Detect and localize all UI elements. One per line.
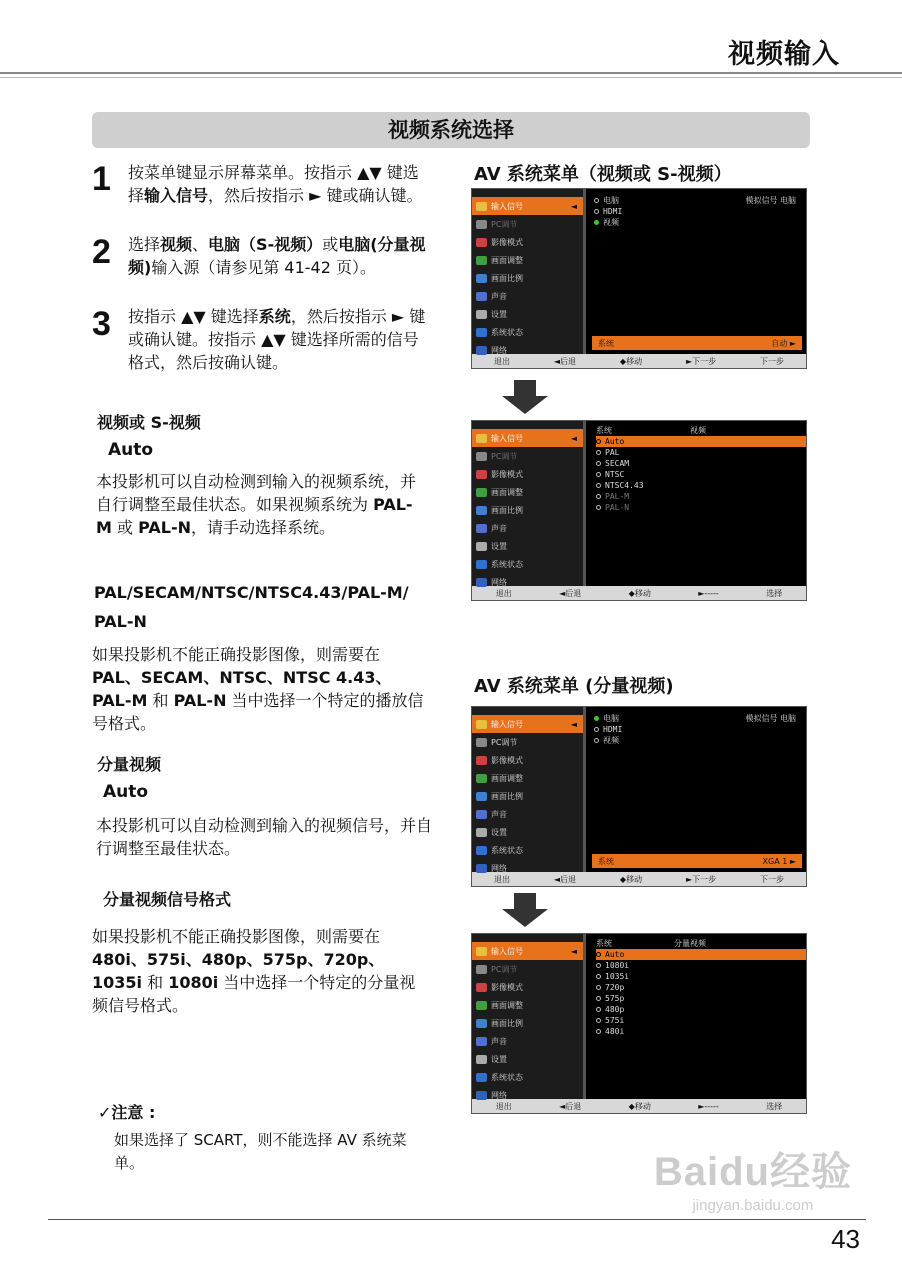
osd-system-option[interactable] [596, 436, 806, 447]
osd-menu-label: 系统状态 [491, 559, 523, 569]
osd-option-label: 575p [605, 994, 625, 1003]
step-1-number: 1 [92, 160, 111, 198]
osd-submenu [586, 934, 806, 1099]
osd-option-label: Auto [605, 437, 625, 446]
osd-menu-item[interactable] [472, 501, 583, 519]
osd-system-option[interactable] [596, 458, 806, 469]
osd-header-left: 系统 [596, 939, 612, 948]
osd-menu [472, 707, 586, 872]
radio-icon [596, 505, 601, 510]
osd-menu-label: PC调节 [491, 964, 518, 974]
osd-menu-label: 输入信号 [491, 719, 523, 729]
osd-menu-label: 画面比例 [491, 791, 523, 801]
menu-item-icon [476, 488, 487, 497]
checkmark-icon: ✓ [98, 1103, 112, 1122]
menu-item-icon [476, 310, 487, 319]
osd-input-option[interactable] [594, 735, 798, 746]
osd-menu-item[interactable] [472, 733, 583, 751]
radio-icon [594, 209, 599, 214]
osd-menu-item[interactable] [472, 1014, 583, 1032]
radio-icon [596, 963, 601, 968]
osd-menu-item[interactable] [472, 787, 583, 805]
component-format-heading: 分量视频信号格式 [103, 890, 232, 909]
osd-menu-item[interactable] [472, 942, 583, 960]
osd-menu-item[interactable] [472, 769, 583, 787]
osd-menu-label: 声音 [491, 1036, 507, 1046]
menu-item-icon [476, 292, 487, 301]
arrow-down-icon [500, 893, 550, 931]
osd-footer-hint: 选择 [766, 1101, 783, 1111]
osd-menu-label: 输入信号 [491, 201, 523, 211]
osd-menu-item[interactable] [472, 215, 583, 233]
osd-system-option[interactable] [596, 469, 806, 480]
menu-item-icon [476, 202, 487, 211]
osd-footer-hint: ►下一步 [685, 356, 717, 366]
menu-item-icon [476, 947, 487, 956]
osd-input-label: 视频 [603, 218, 619, 227]
osd-option-label: 480p [605, 1005, 625, 1014]
section-title: 视频系统选择 [92, 112, 810, 148]
menu-item-icon [476, 578, 487, 587]
radio-icon [596, 461, 601, 466]
osd-option-label: 720p [605, 983, 625, 992]
osd-input-label: HDMI [603, 207, 623, 216]
osd-option-label: Auto [605, 950, 625, 959]
osd-menu-label: 设置 [491, 309, 507, 319]
osd-menu-label: 画面调整 [491, 773, 523, 783]
osd-menu-label: 声音 [491, 523, 507, 533]
radio-icon [596, 472, 601, 477]
osd-system-option[interactable] [596, 1026, 806, 1037]
menu-item-icon [476, 1073, 487, 1082]
osd-menu-label: 画面调整 [491, 1000, 523, 1010]
osd-menu-item[interactable] [472, 823, 583, 841]
note-text: 如果选择了 SCART，则不能选择 AV 系统菜单。 [114, 1131, 407, 1172]
menu-item-icon [476, 506, 487, 515]
osd-screen-component-system [471, 933, 807, 1114]
component-auto-label: Auto [103, 782, 149, 802]
radio-icon [596, 952, 601, 957]
osd-signal-annotation: 模拟信号 电脑 [745, 714, 796, 723]
osd-system-option[interactable] [596, 491, 806, 502]
watermark-url: jingyan.baidu.com [692, 1197, 814, 1214]
osd-system-label: 系统 [598, 856, 614, 866]
osd-option-label: 1035i [605, 972, 630, 981]
menu-item-icon [476, 452, 487, 461]
osd-menu-label: 影像模式 [491, 982, 523, 992]
radio-icon [596, 985, 601, 990]
radio-icon [596, 439, 601, 444]
osd-menu-item[interactable] [472, 978, 583, 996]
osd-menu-label: 画面调整 [491, 487, 523, 497]
osd-menu-label: PC调节 [491, 451, 518, 461]
osd-menu-label: 设置 [491, 827, 507, 837]
osd-menu-item[interactable] [472, 805, 583, 823]
menu-item-icon [476, 560, 487, 569]
osd-system-value: 自动 ► [771, 338, 796, 348]
osd-menu-label: 网络 [491, 1090, 507, 1100]
menu-item-icon [476, 720, 487, 729]
osd-menu-label: 画面比例 [491, 1018, 523, 1028]
osd-body [472, 189, 806, 354]
menu-item-icon [476, 846, 487, 855]
osd-menu-item[interactable] [472, 751, 583, 769]
menu-item-icon [476, 1055, 487, 1064]
osd-menu-label: 系统状态 [491, 845, 523, 855]
osd-menu-item[interactable] [472, 305, 583, 323]
step-3-number: 3 [92, 305, 111, 343]
osd-body [472, 934, 806, 1099]
osd-footer-hint: 下一步 [760, 356, 785, 366]
menu-item-icon [476, 256, 487, 265]
osd-option-label: PAL-M [605, 492, 630, 501]
component-auto-text: 本投影机可以自动检测到输入的视频信号，并自行调整至最佳状态。 [96, 816, 433, 858]
component-heading: 分量视频 [97, 755, 162, 774]
osd-system-option[interactable] [596, 502, 806, 513]
osd-system-option[interactable] [596, 993, 806, 1004]
osd-footer-hint: 下一步 [760, 874, 785, 884]
osd-menu-label: 设置 [491, 1054, 507, 1064]
osd-system-value: XGA 1 ► [762, 856, 796, 866]
radio-icon [594, 716, 599, 721]
osd-footer-hint: 退出 [493, 874, 510, 884]
step-2-text: 选择视频、电脑（S-视频）或电脑(分量视频)输入源（请参见第 41-42 页）。 [128, 235, 426, 277]
osd-menu-label: 画面比例 [491, 505, 523, 515]
osd-menu-item[interactable] [472, 519, 583, 537]
watermark-logo: Baidu经验 [653, 1150, 852, 1194]
osd-menu-label: 系统状态 [491, 327, 523, 337]
header-rule [0, 72, 902, 74]
menu-item-icon [476, 542, 487, 551]
osd-body [472, 421, 806, 586]
osd-menu [472, 421, 586, 586]
osd-input-label: 电脑 [603, 714, 619, 723]
osd-menu-item[interactable] [472, 447, 583, 465]
osd-input-label: 电脑 [603, 196, 619, 205]
osd-submenu-header [596, 938, 806, 949]
osd-menu-label: 画面调整 [491, 255, 523, 265]
osd-screen-component-input [471, 706, 807, 887]
note-title: 注意 : [111, 1103, 156, 1122]
menu-item-icon [476, 434, 487, 443]
menu-item-icon [476, 328, 487, 337]
osd-system-row[interactable] [592, 336, 802, 350]
osd-system-option[interactable] [596, 480, 806, 491]
osd-footer-hint: 退出 [495, 588, 512, 598]
menu-item-icon [476, 756, 487, 765]
osd-option-label: PAL-N [605, 503, 630, 512]
video-auto-label: Auto [108, 440, 154, 460]
osd-submenu-header [596, 425, 806, 436]
osd-system-row[interactable] [592, 854, 802, 868]
osd-menu-item[interactable] [472, 996, 583, 1014]
osd-system-option[interactable] [596, 971, 806, 982]
osd-menu-label: 输入信号 [491, 946, 523, 956]
menu-item-icon [476, 470, 487, 479]
osd-menu-item[interactable] [472, 287, 583, 305]
video-formats-heading: PAL/SECAM/NTSC/NTSC4.43/PAL-M/ PAL-N [94, 583, 409, 631]
osd-system-option[interactable] [596, 982, 806, 993]
radio-icon [596, 974, 601, 979]
osd-menu-label: 网络 [491, 345, 507, 355]
osd-menu-label: 影像模式 [491, 237, 523, 247]
arrow-left-icon: ◄ [570, 433, 577, 443]
radio-icon [596, 1029, 601, 1034]
osd-menu [472, 934, 586, 1099]
figure-caption-component: AV 系统菜单 (分量视频) [474, 676, 674, 697]
osd-footer-hint: 退出 [493, 356, 510, 366]
osd-menu-label: 影像模式 [491, 755, 523, 765]
menu-item-icon [476, 792, 487, 801]
osd-option-label: SECAM [605, 459, 630, 468]
osd-system-option[interactable] [596, 1015, 806, 1026]
step-3-text: 按指示 ▲▼ 键选择系统，然后按指示 ► 键或确认键。按指示 ▲▼ 键选择所需的信号格式，然后按确认键。 [128, 307, 426, 372]
watermark [654, 1140, 852, 1214]
radio-icon [594, 198, 599, 203]
osd-header-right: 分量视频 [674, 939, 706, 948]
osd-menu-label: 画面比例 [491, 273, 523, 283]
menu-item-icon [476, 738, 487, 747]
radio-icon [594, 727, 599, 732]
osd-menu-item[interactable] [472, 1032, 583, 1050]
osd-input-option[interactable] [594, 206, 798, 217]
radio-icon [596, 1007, 601, 1012]
header-rule-thin [0, 77, 902, 78]
osd-footer-hint: ►----- [698, 1101, 719, 1111]
osd-menu-label: 网络 [491, 577, 507, 587]
osd-option-label: NTSC [605, 470, 625, 479]
page-header-title: 视频输入 [728, 39, 840, 70]
arrow-left-icon: ◄ [570, 946, 577, 956]
osd-menu-item[interactable] [472, 537, 583, 555]
osd-menu-item[interactable] [472, 1050, 583, 1068]
menu-item-icon [476, 864, 487, 873]
radio-icon [596, 1018, 601, 1023]
osd-footer-hint: ◄后退 [559, 1101, 582, 1111]
osd-footer-hint: ◄后退 [553, 356, 577, 366]
video-formats-text: 如果投影机不能正确投影图像，则需要在 PAL、SECAM、NTSC、NTSC 4.43、PAL-M 和 PAL-N 当中选择一个特定的播放信号格式。 [92, 645, 424, 733]
osd-menu-item[interactable] [472, 960, 583, 978]
osd-footer-hint: ◆移动 [619, 356, 643, 366]
osd-menu-item[interactable] [472, 715, 583, 733]
osd-input-label: 视频 [603, 736, 619, 745]
osd-body [472, 707, 806, 872]
osd-menu-label: 系统状态 [491, 1072, 523, 1082]
osd-footer-hint: ◆移动 [628, 1101, 651, 1111]
menu-item-icon [476, 810, 487, 819]
menu-item-icon [476, 828, 487, 837]
menu-item-icon [476, 220, 487, 229]
osd-footer-hint: 退出 [495, 1101, 512, 1111]
component-format-text: 如果投影机不能正确投影图像，则需要在 480i、575i、480p、575p、720p、1035i 和 1080i 当中选择一个特定的分量视频信号格式。 [92, 927, 416, 1015]
osd-menu-label: PC调节 [491, 737, 518, 747]
menu-item-icon [476, 524, 487, 533]
osd-menu-label: 网络 [491, 863, 507, 873]
radio-icon [596, 996, 601, 1001]
radio-icon [596, 494, 601, 499]
osd-signal-annotation: 模拟信号 电脑 [745, 196, 796, 205]
step-1-text: 按菜单键显示屏幕菜单。按指示 ▲▼ 键选择输入信号，然后按指示 ► 键或确认键。 [128, 163, 423, 205]
figure-caption-av: AV 系统菜单（视频或 S-视频） [474, 164, 732, 185]
osd-menu-item[interactable] [472, 483, 583, 501]
menu-item-icon [476, 1091, 487, 1100]
osd-footer-hint: ►下一步 [685, 874, 717, 884]
osd-footer-hint: ◄后退 [553, 874, 577, 884]
osd-footer-hint: 选择 [766, 588, 783, 598]
osd-menu-label: 影像模式 [491, 469, 523, 479]
menu-item-icon [476, 238, 487, 247]
step-2-number: 2 [92, 233, 111, 271]
menu-item-icon [476, 774, 487, 783]
menu-item-icon [476, 1019, 487, 1028]
osd-system-option[interactable] [596, 447, 806, 458]
osd-footer-hint: ◄后退 [559, 588, 582, 598]
radio-icon [594, 220, 599, 225]
osd-screen-av-system [471, 420, 807, 601]
menu-item-icon [476, 965, 487, 974]
osd-screen-av-input [471, 188, 807, 369]
osd-system-option[interactable] [596, 960, 806, 971]
osd-menu-label: 设置 [491, 541, 507, 551]
video-auto-text: 本投影机可以自动检测到输入的视频系统，并自行调整至最佳状态。如果视频系统为 PAL-M 或 PAL-N，请手动选择系统。 [96, 472, 417, 537]
osd-menu-item[interactable] [472, 841, 583, 859]
osd-header-left: 系统 [596, 426, 612, 435]
osd-menu-item[interactable] [472, 429, 583, 447]
osd-header-right: 视频 [690, 426, 706, 435]
osd-input-option[interactable] [594, 724, 798, 735]
osd-menu-item[interactable] [472, 269, 583, 287]
osd-submenu [586, 707, 806, 872]
osd-submenu [586, 421, 806, 586]
osd-menu-item[interactable] [472, 465, 583, 483]
osd-input-option[interactable] [594, 217, 798, 228]
osd-menu-label: 输入信号 [491, 433, 523, 443]
osd-menu-label: 声音 [491, 809, 507, 819]
osd-footer-hint: ◆移动 [628, 588, 651, 598]
osd-option-label: 575i [605, 1016, 625, 1025]
osd-menu [472, 189, 586, 354]
radio-icon [594, 738, 599, 743]
arrow-left-icon: ◄ [570, 719, 577, 729]
osd-system-option[interactable] [596, 949, 806, 960]
osd-option-label: 1080i [605, 961, 630, 970]
radio-icon [596, 483, 601, 488]
menu-item-icon [476, 1001, 487, 1010]
video-svideo-heading: 视频或 S-视频 [97, 413, 201, 432]
osd-menu-item[interactable] [472, 323, 583, 341]
arrow-left-icon: ◄ [570, 201, 577, 211]
menu-item-icon [476, 346, 487, 355]
osd-option-label: 480i [605, 1027, 625, 1036]
osd-menu-item[interactable] [472, 555, 583, 573]
osd-menu-item[interactable] [472, 1068, 583, 1086]
osd-menu-label: 声音 [491, 291, 507, 301]
osd-system-option[interactable] [596, 1004, 806, 1015]
arrow-down-icon [500, 380, 550, 418]
menu-item-icon [476, 1037, 487, 1046]
osd-menu-item[interactable] [472, 233, 583, 251]
menu-item-icon [476, 983, 487, 992]
osd-option-label: PAL [605, 448, 620, 457]
osd-footer-hint: ►----- [698, 588, 719, 598]
osd-submenu [586, 189, 806, 354]
footer-rule [48, 1219, 866, 1220]
osd-menu-item[interactable] [472, 251, 583, 269]
osd-menu-label: PC调节 [491, 219, 518, 229]
radio-icon [596, 450, 601, 455]
page-number: 43 [831, 1224, 860, 1254]
menu-item-icon [476, 274, 487, 283]
osd-footer-hint: ◆移动 [619, 874, 643, 884]
osd-option-label: NTSC4.43 [605, 481, 644, 490]
osd-menu-item[interactable] [472, 197, 583, 215]
osd-input-label: HDMI [603, 725, 623, 734]
osd-system-label: 系统 [598, 338, 614, 348]
note [98, 1100, 418, 1175]
